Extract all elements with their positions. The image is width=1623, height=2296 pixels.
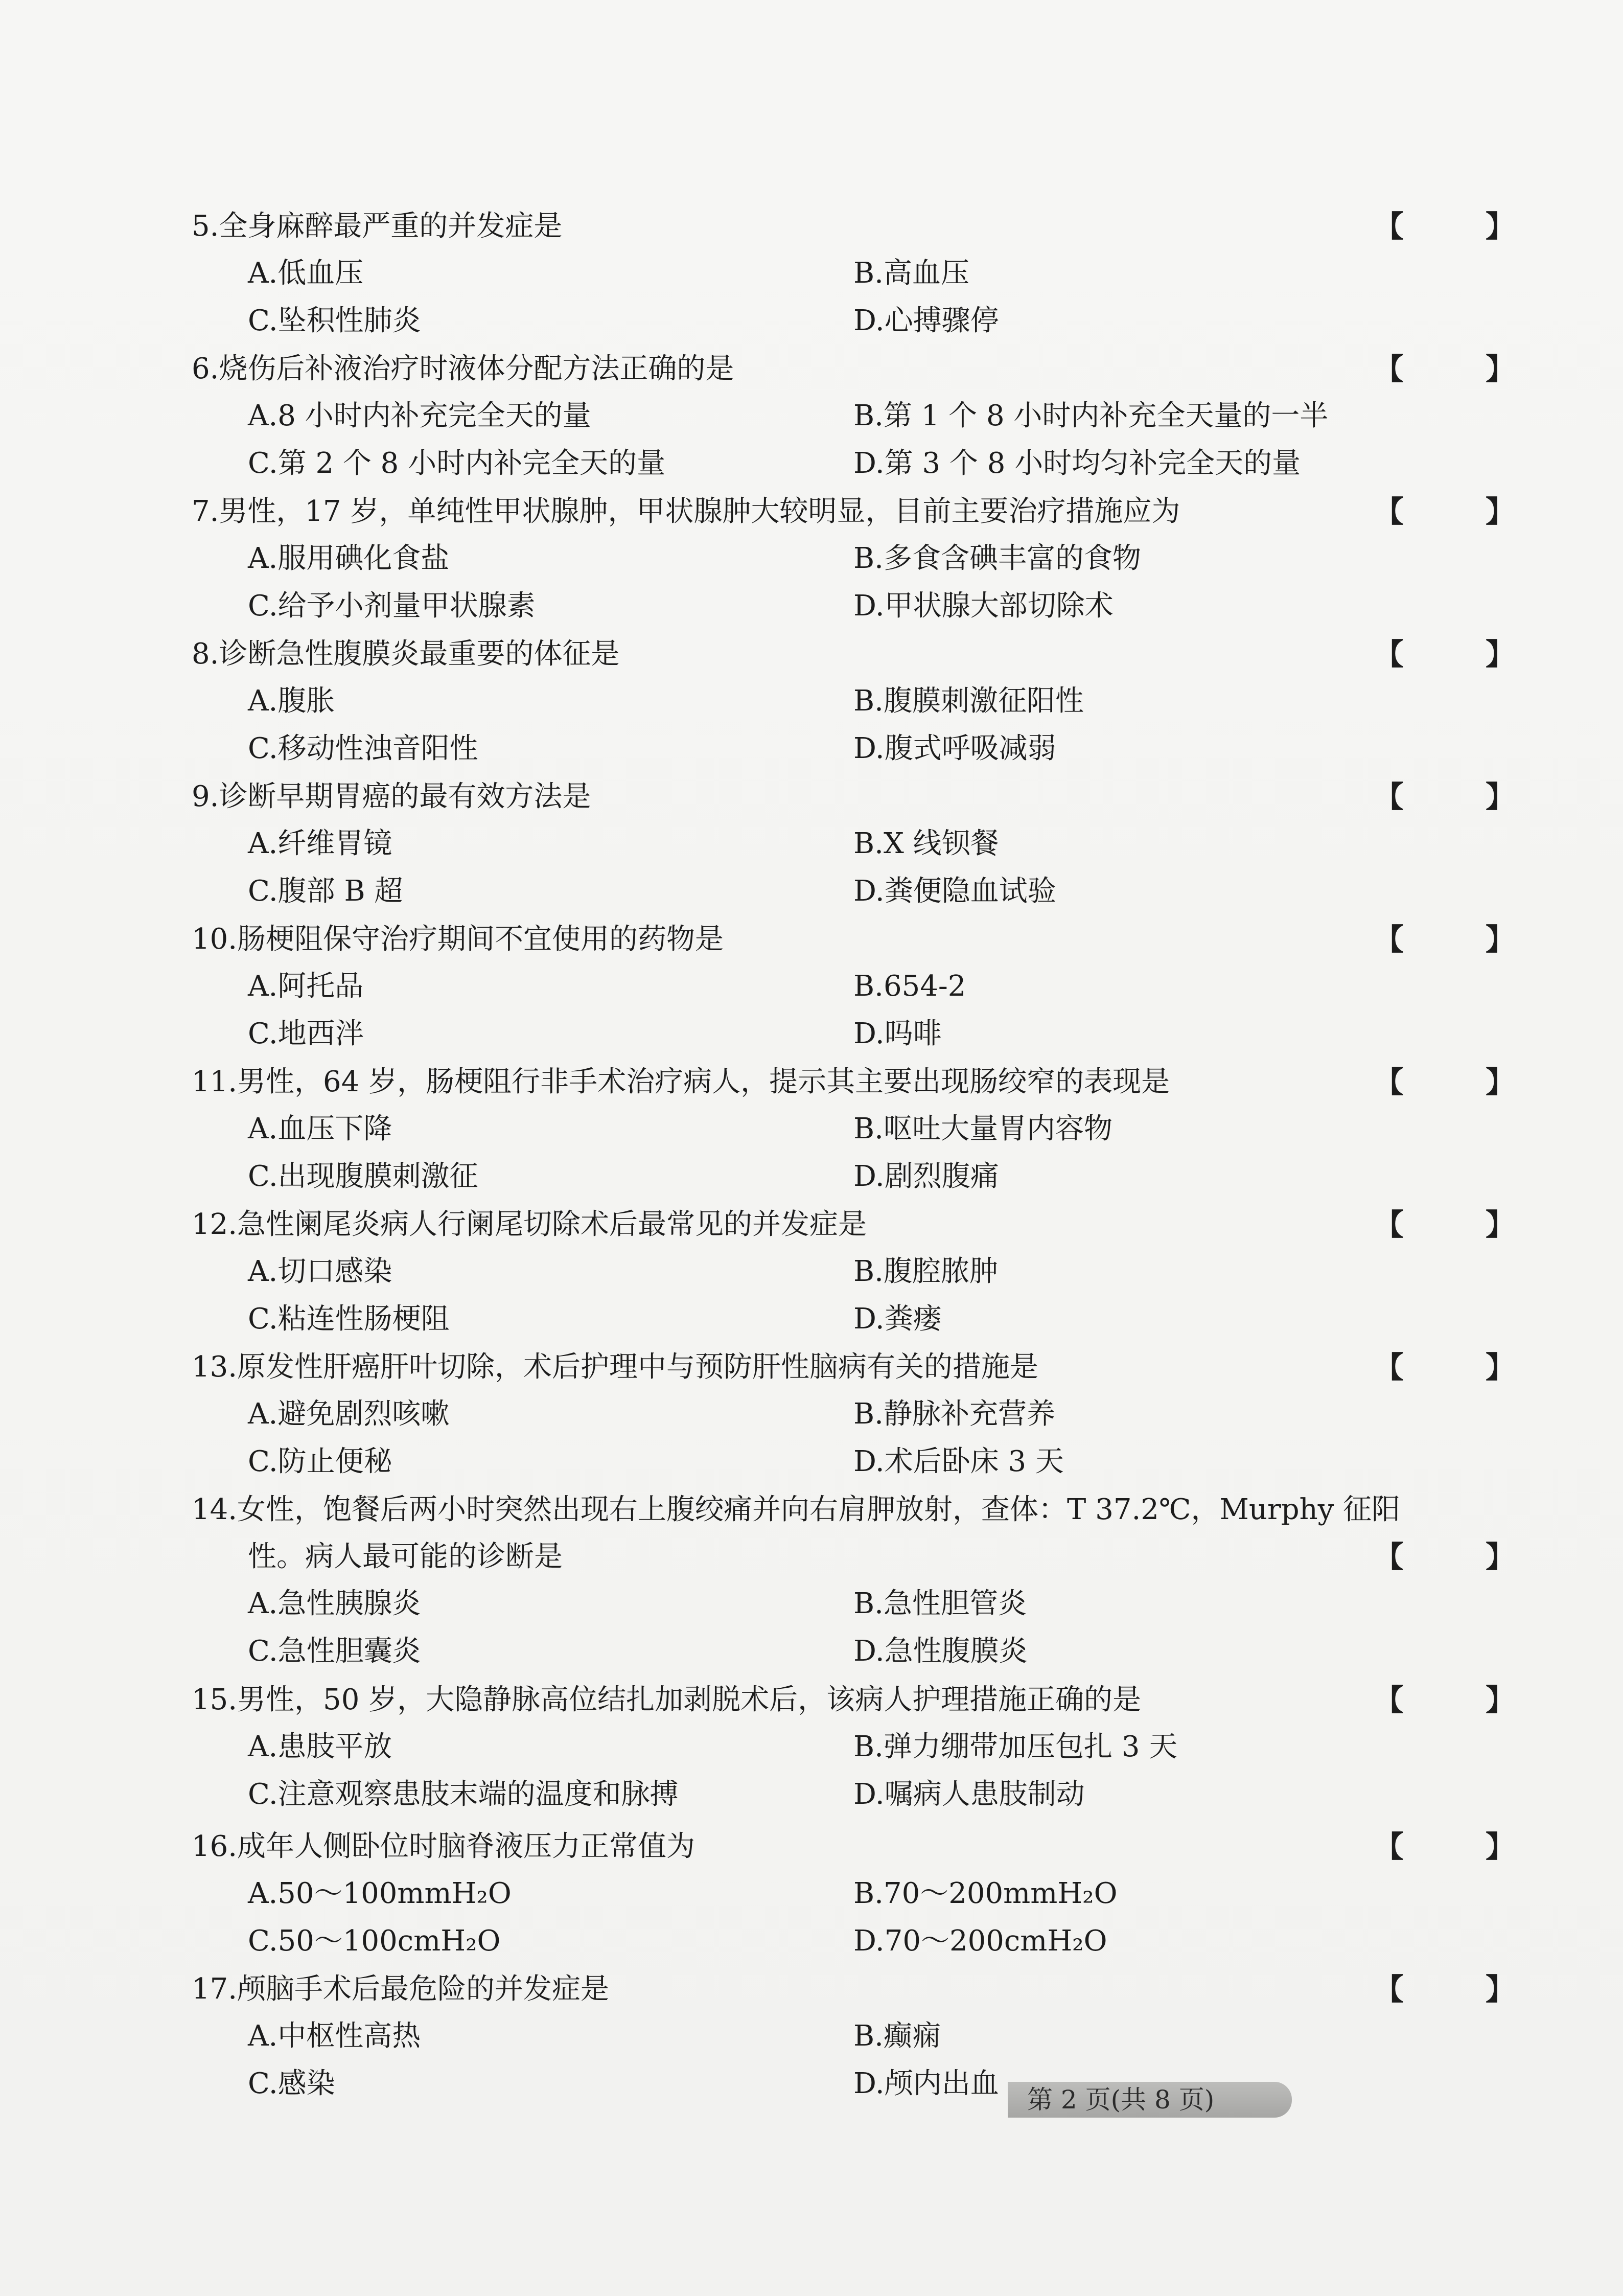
option-a: A.患肢平放 (248, 1730, 392, 1763)
question-11 (192, 1059, 1551, 1201)
question-stem (192, 773, 1551, 820)
question-14 (192, 1486, 1551, 1675)
option-a: A.避免剧烈咳嗽 (248, 1397, 450, 1431)
option-d: D.术后卧床 3 天 (853, 1445, 1064, 1478)
question-stem-text-2: 性。病人最可能的诊断是 (248, 1540, 563, 1573)
question-8 (192, 631, 1551, 773)
option-b: B.654-2 (853, 970, 966, 1003)
question-stem (192, 203, 1551, 250)
question-5 (192, 203, 1551, 345)
option-c: C.腹部 B 超 (248, 875, 403, 908)
option-c: C.出现腹膜刺激征 (248, 1160, 478, 1193)
option-a: A.急性胰腺炎 (248, 1587, 421, 1620)
option-b: B.弹力绷带加压包扎 3 天 (853, 1730, 1178, 1763)
question-stem-text: 15.男性，50 岁，大隐静脉高位结扎加剥脱术后，该病人护理措施正确的是 (192, 1683, 1142, 1716)
option-d: D.70～200cmH₂O (853, 1924, 1107, 1958)
question-stem-text: 6.烧伤后补液治疗时液体分配方法正确的是 (192, 352, 734, 385)
answer-bracket: 【 】 (1374, 1683, 1551, 1717)
question-stem (192, 1677, 1551, 1724)
question-17 (192, 1966, 1551, 2108)
answer-bracket: 【 】 (1374, 1829, 1551, 1864)
option-d: D.粪便隐血试验 (853, 875, 1056, 908)
answer-bracket: 【 】 (1374, 1350, 1551, 1385)
question-12 (192, 1201, 1551, 1343)
question-stem (192, 488, 1551, 535)
option-d: D.粪瘘 (853, 1302, 942, 1336)
option-a: A.中枢性高热 (248, 2019, 421, 2053)
option-b: B.癫痫 (853, 2019, 941, 2053)
question-stem (192, 1966, 1551, 2013)
question-stem (192, 1486, 1495, 1533)
question-15 (192, 1677, 1551, 1819)
option-c: C.移动性浊音阳性 (248, 732, 478, 765)
question-13 (192, 1344, 1551, 1486)
option-d: D.腹式呼吸减弱 (853, 732, 1056, 765)
option-a: A.低血压 (248, 257, 364, 290)
option-b: B.呕吐大量胃内容物 (853, 1112, 1112, 1145)
question-stem (192, 631, 1551, 678)
question-stem-text: 5.全身麻醉最严重的并发症是 (192, 210, 563, 243)
option-b: B.腹膜刺激征阳性 (853, 684, 1084, 718)
option-a: A.切口感染 (248, 1255, 392, 1288)
question-6 (192, 346, 1551, 488)
option-d: D.嘱病人患肢制动 (853, 1778, 1085, 1811)
option-c: C.急性胆囊炎 (248, 1635, 421, 1668)
question-stem-text: 13.原发性肝癌肝叶切除，术后护理中与预防肝性脑病有关的措施是 (192, 1350, 1039, 1384)
question-stem-text: 11.男性，64 岁，肠梗阻行非手术治疗病人，提示其主要出现肠绞窄的表现是 (192, 1065, 1170, 1098)
option-c: C.感染 (248, 2067, 335, 2100)
option-c: C.第 2 个 8 小时内补完全天的量 (248, 447, 666, 480)
question-stem-text: 14.女性，饱餐后两小时突然出现右上腹绞痛并向右肩胛放射，查体：T 37.2℃，Murphy 征阳 (192, 1493, 1401, 1526)
answer-bracket: 【 】 (1374, 494, 1551, 529)
answer-bracket: 【 】 (1374, 637, 1551, 672)
option-d: D.甲状腺大部切除术 (853, 589, 1114, 623)
option-b: B.高血压 (853, 257, 969, 290)
option-a: A.50～100mmH₂O (248, 1877, 512, 1910)
answer-bracket: 【 】 (1374, 1540, 1551, 1574)
question-stem-text: 16.成年人侧卧位时脑脊液压力正常值为 (192, 1830, 695, 1863)
answer-bracket: 【 】 (1374, 1207, 1551, 1242)
question-stem-text: 7.男性，17 岁，单纯性甲状腺肿，甲状腺肿大较明显，目前主要治疗措施应为 (192, 495, 1180, 528)
page-number-footer: 第 2 页(共 8 页) (1008, 2082, 1292, 2118)
option-d: D.第 3 个 8 小时均匀补完全天的量 (853, 447, 1301, 480)
question-stem (192, 1059, 1551, 1106)
question-stem-text: 9.诊断早期胃癌的最有效方法是 (192, 780, 591, 813)
question-stem-text: 10.肠梗阻保守治疗期间不宜使用的药物是 (192, 923, 724, 956)
question-16 (192, 1823, 1551, 1965)
option-c: C.坠积性肺炎 (248, 304, 421, 337)
question-stem-text: 12.急性阑尾炎病人行阑尾切除术后最常见的并发症是 (192, 1208, 867, 1241)
option-c: C.防止便秘 (248, 1445, 392, 1478)
question-stem-continued (192, 1533, 1551, 1580)
answer-bracket: 【 】 (1374, 1972, 1551, 2007)
question-stem (192, 1823, 1551, 1870)
question-stem-text: 17.颅脑手术后最危险的并发症是 (192, 1972, 610, 2006)
option-b: B.多食含碘丰富的食物 (853, 542, 1141, 575)
question-stem (192, 916, 1551, 963)
option-d: D.吗啡 (853, 1017, 942, 1050)
option-a: A.血压下降 (248, 1112, 392, 1145)
answer-bracket: 【 】 (1374, 209, 1551, 244)
option-a: A.腹胀 (248, 684, 335, 718)
option-d: D.心搏骤停 (853, 304, 999, 337)
option-d: D.剧烈腹痛 (853, 1160, 999, 1193)
option-c: C.地西泮 (248, 1017, 364, 1050)
option-b: B.静脉补充营养 (853, 1397, 1055, 1431)
question-10 (192, 916, 1551, 1058)
option-c: C.50～100cmH₂O (248, 1924, 501, 1958)
answer-bracket: 【 】 (1374, 922, 1551, 957)
answer-bracket: 【 】 (1374, 779, 1551, 814)
option-b: B.腹腔脓肿 (853, 1255, 998, 1288)
question-stem (192, 1344, 1551, 1391)
option-a: A.8 小时内补充完全天的量 (248, 399, 591, 432)
question-stem-text: 8.诊断急性腹膜炎最重要的体征是 (192, 637, 620, 671)
option-a: A.服用碘化食盐 (248, 542, 450, 575)
option-b: B.第 1 个 8 小时内补充全天量的一半 (853, 399, 1329, 432)
option-b: B.急性胆管炎 (853, 1587, 1027, 1620)
option-d: D.颅内出血 (853, 2067, 999, 2100)
question-stem (192, 346, 1551, 393)
option-c: C.粘连性肠梗阻 (248, 1302, 450, 1336)
question-7 (192, 488, 1551, 630)
option-b: B.X 线钡餐 (853, 827, 999, 860)
option-a: A.阿托品 (248, 970, 364, 1003)
answer-bracket: 【 】 (1374, 1065, 1551, 1099)
option-a: A.纤维胃镜 (248, 827, 392, 860)
question-9 (192, 773, 1551, 915)
question-stem (192, 1201, 1551, 1248)
option-b: B.70～200mmH₂O (853, 1877, 1118, 1910)
option-c: C.注意观察患肢末端的温度和脉搏 (248, 1778, 679, 1811)
option-c: C.给予小剂量甲状腺素 (248, 589, 536, 623)
answer-bracket: 【 】 (1374, 352, 1551, 386)
option-d: D.急性腹膜炎 (853, 1635, 1028, 1668)
